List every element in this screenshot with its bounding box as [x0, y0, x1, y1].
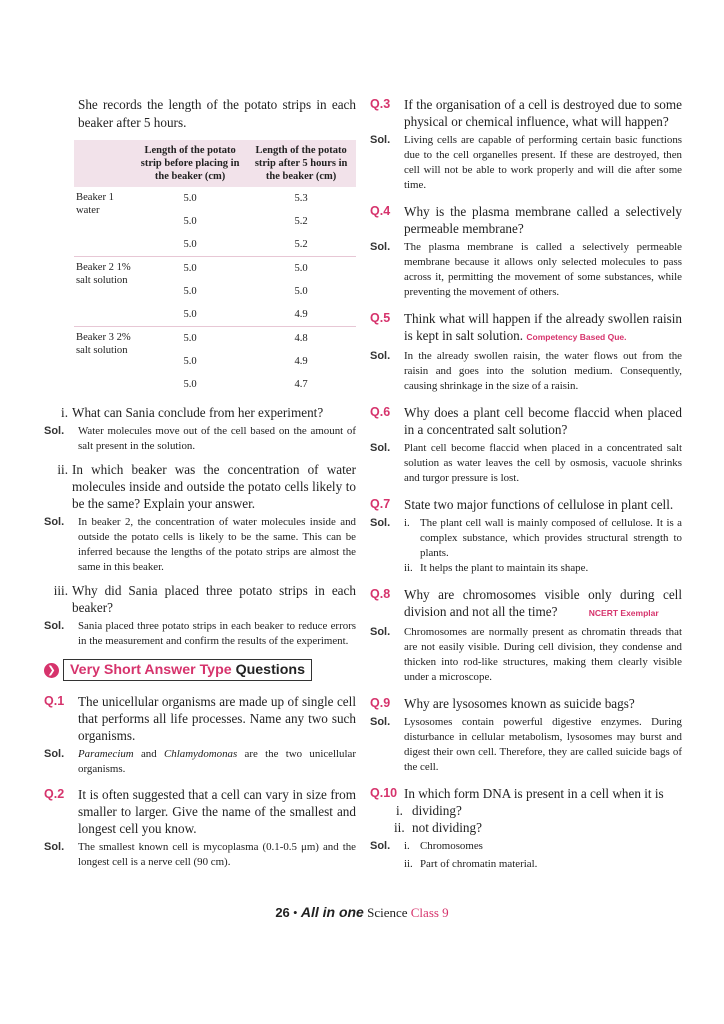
- sol-label: Sol.: [44, 620, 65, 632]
- sub-question-1: [44, 404, 356, 454]
- solution-text: Water molecules move out of the cell based on the amount of salt present in the solution.: [78, 425, 356, 452]
- table-cell: 5.0: [294, 286, 308, 297]
- ncert-tag: NCERT Exemplar: [588, 608, 659, 618]
- question-number: Q.1: [44, 694, 65, 708]
- section-heading: [44, 659, 356, 681]
- table-cell: 4.9: [294, 356, 308, 367]
- table-cell: 4.9: [294, 309, 308, 320]
- table-cell: 5.0: [183, 216, 197, 227]
- table-header-row: [74, 140, 356, 187]
- footer-bullet: •: [293, 905, 298, 920]
- sol-label: Sol.: [44, 516, 65, 528]
- question-text: The unicellular organisms are made up of single cell that performs all life processes. Name any two such organisms.: [78, 694, 356, 743]
- solution-text: and: [133, 748, 165, 760]
- table-header-after: Length of the potato strip after 5 hours in the beaker (cm): [246, 140, 356, 187]
- solution-text: Lysosomes contain powerful digestive enzymes. During disturbance in cellular metabolism, lysosomes may burst and digest their own cell. Therefore, they are called suicide bags of the cell.: [404, 716, 682, 773]
- beaker-3-label: Beaker 3 2% salt solution: [74, 327, 134, 397]
- sol-label: Sol.: [370, 241, 391, 253]
- solution-text: Chromosomes are normally present as chromatin threads that are not easily visible. During cell division, they condense and thicken into rod-like structures, making them clearly visible under a microscope.: [404, 626, 682, 683]
- sub-question-text: In which beaker was the concentration of water molecules inside and outside the potato cells likely to be the same? Explain your answer.: [72, 462, 356, 511]
- question-number: Q.8: [370, 587, 391, 601]
- sub-text: dividing?: [412, 803, 462, 818]
- brand-logo: All in one: [300, 904, 364, 920]
- question-2: [44, 786, 356, 870]
- table-cell: 4.8: [246, 327, 356, 351]
- sub-text: not dividing?: [412, 820, 482, 835]
- question-number: Q.3: [370, 97, 391, 111]
- sol-label: Sol.: [44, 425, 65, 437]
- sub-question-3: [44, 582, 356, 649]
- question-3: [370, 96, 682, 193]
- chevron-right-icon: ❯: [44, 663, 59, 678]
- question-6: [370, 404, 682, 486]
- question-number: Q.5: [370, 311, 391, 325]
- sol-label: Sol.: [370, 626, 391, 638]
- sub-number: i.: [396, 803, 403, 818]
- page-footer: [0, 904, 724, 921]
- right-column: [370, 96, 682, 872]
- solution-text: In beaker 2, the concentration of water molecules inside and outside the potato cells is likely to be the same. This can be inferred because the lengths of the potato strips are almost the same in this beaker.: [78, 516, 356, 573]
- list-number: ii.: [404, 858, 413, 870]
- table-cell: 5.0: [183, 379, 197, 390]
- sub-question-text: Why did Sania placed three potato strips in each beaker?: [72, 583, 356, 615]
- section-title-box: [63, 659, 312, 681]
- table-cell: 5.3: [294, 193, 308, 204]
- table-cell: 5.2: [294, 216, 308, 227]
- question-number: Q.4: [370, 204, 391, 218]
- table-cell: 5.0: [134, 327, 246, 351]
- question-text: Why does a plant cell become flaccid when placed in a concentrated salt solution?: [404, 405, 682, 437]
- table-header-before: Length of the potato strip before placing in the beaker (cm): [134, 140, 246, 187]
- table-cell: 5.0: [183, 309, 197, 320]
- solution-text: are the two unicellular organisms.: [78, 748, 356, 775]
- sol-label: Sol.: [44, 841, 65, 853]
- intro-text: She records the length of the potato strips in each beaker after 5 hours.: [78, 97, 356, 130]
- solution-text: In the already swollen raisin, the water flows out from the raisin and goes into the solution medium. Consequently, causing shrinkage in the size of a raisin.: [404, 350, 682, 392]
- question-number: Q.6: [370, 405, 391, 419]
- question-9: [370, 695, 682, 775]
- solution-text: Plant cell become flaccid when placed in a concentrated salt solution as water leaves the cell by osmosis, vacuole shrinks and turgor pressure is lost.: [404, 442, 682, 484]
- sub-question-text: What can Sania conclude from her experiment?: [72, 405, 324, 420]
- table-cell: 5.0: [246, 257, 356, 281]
- sub-question-2: [44, 461, 356, 575]
- list-item: It helps the plant to maintain its shape.: [420, 562, 589, 574]
- sol-label: Sol.: [370, 350, 391, 362]
- question-text: Think what will happen if the already swollen raisin is kept in salt solution.: [404, 311, 682, 343]
- question-8: [370, 586, 682, 685]
- question-number: Q.7: [370, 497, 391, 511]
- table-cell: 5.0: [183, 286, 197, 297]
- table-cell: 5.2: [294, 239, 308, 250]
- page-number: 26: [275, 905, 290, 920]
- question-4: [370, 203, 682, 300]
- solution-text: The plasma membrane is called a selectively permeable membrane because it allows only selected molecules to pass across it, permitting the movement of some substances, while preventing the movement of others.: [404, 241, 682, 298]
- left-column: [44, 96, 356, 870]
- table-cell: 5.0: [134, 257, 246, 281]
- list-item: The plant cell wall is mainly composed of cellulose. It is a complex substance, which provides structural strength to plants.: [420, 517, 682, 559]
- sol-label: Sol.: [370, 442, 391, 454]
- table-cell: 5.0: [183, 193, 197, 204]
- footer-class: Class 9: [410, 905, 449, 920]
- footer-subject: Science: [367, 905, 408, 920]
- sub-question-number: i.: [61, 405, 68, 420]
- question-text: Why are lysosomes known as suicide bags?: [404, 696, 635, 711]
- beaker-2-label: Beaker 2 1% salt solution: [74, 257, 134, 327]
- question-text: Why are chromosomes visible only during cell division and not all the time?: [404, 587, 682, 619]
- competency-tag: Competency Based Que.: [526, 332, 627, 342]
- question-text: In which form DNA is present in a cell when it is: [404, 786, 664, 801]
- question-1: [44, 693, 356, 777]
- table-cell: 4.7: [294, 379, 308, 390]
- section-title-part2: Questions: [235, 662, 305, 678]
- solution-text: Living cells are capable of performing certain basic functions due to the cell organelles present. If these are destroyed, then cell will not be able to work properly and will die after some time.: [404, 134, 682, 191]
- question-10: [370, 785, 682, 872]
- section-title-part1: Very Short Answer Type: [70, 662, 232, 678]
- table-header-blank: [74, 140, 134, 187]
- sub-question-number: iii.: [53, 583, 68, 598]
- table-row: [74, 187, 356, 210]
- question-text: It is often suggested that a cell can vary in size from smaller to larger. Give the name of the smallest and longest cell you know.: [78, 787, 356, 836]
- question-number: Q.10: [370, 786, 398, 800]
- list-item: Part of chromatin material.: [420, 858, 538, 870]
- solution-text: The smallest known cell is mycoplasma (0.1-0.5 μm) and the longest cell is a nerve cell (90 cm).: [78, 841, 356, 868]
- organism-name: Paramecium: [78, 748, 134, 760]
- sub-question-number: ii.: [57, 462, 68, 477]
- list-number: i.: [404, 840, 410, 852]
- table-cell: 5.0: [183, 356, 197, 367]
- sol-label: Sol.: [370, 716, 391, 728]
- solution-text: Sania placed three potato strips in each beaker to reduce errors in the measurement and confirm the results of the experiment.: [78, 620, 356, 647]
- question-number: Q.2: [44, 787, 65, 801]
- question-text: State two major functions of cellulose in plant cell.: [404, 497, 674, 512]
- list-number: ii.: [404, 562, 413, 574]
- table-row: [74, 327, 356, 351]
- sol-label: Sol.: [370, 840, 391, 852]
- table-cell: 5.0: [183, 239, 197, 250]
- question-number: Q.9: [370, 696, 391, 710]
- organism-name: Chlamydomonas: [164, 748, 238, 760]
- list-number: i.: [404, 517, 410, 529]
- sol-label: Sol.: [370, 134, 391, 146]
- sub-number: ii.: [394, 820, 405, 835]
- list-item: Chromosomes: [420, 840, 483, 852]
- potato-strip-table: [74, 140, 356, 396]
- question-text: Why is the plasma membrane called a selectively permeable membrane?: [404, 204, 682, 236]
- sol-label: Sol.: [370, 517, 391, 529]
- question-text: If the organisation of a cell is destroyed due to some physical or chemical influence, what will happen?: [404, 97, 682, 129]
- beaker-1-label: Beaker 1 water: [76, 192, 114, 216]
- sol-label: Sol.: [44, 748, 65, 760]
- question-5: [370, 310, 682, 394]
- table-row: [74, 257, 356, 281]
- question-7: [370, 496, 682, 576]
